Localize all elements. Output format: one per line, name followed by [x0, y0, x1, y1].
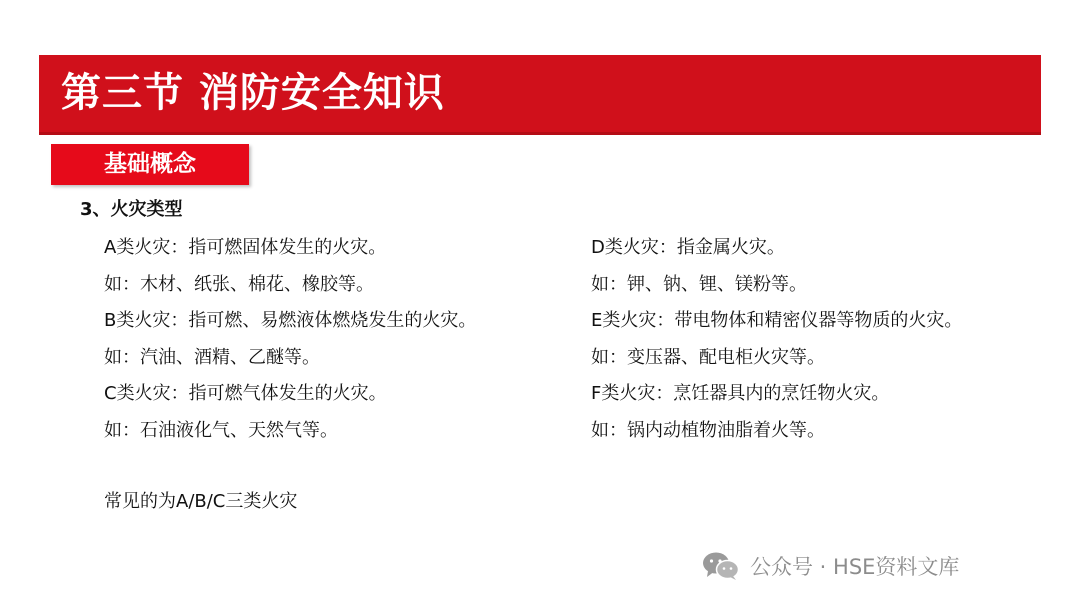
fire-class-a-definition: A类火灾：指可燃固体发生的火灾。 [104, 237, 387, 258]
fire-class-b-example: 如：汽油、酒精、乙醚等。 [104, 346, 320, 368]
fire-class-d-example: 如：钾、钠、锂、镁粉等。 [591, 273, 807, 295]
fire-class-c-example: 如：石油液化气、天然气等。 [104, 419, 338, 441]
watermark [702, 546, 959, 586]
section-heading: 3、火灾类型 [80, 199, 183, 220]
fire-class-c-definition: C类火灾：指可燃气体发生的火灾。 [104, 383, 387, 404]
page-title: 第三节 消防安全知识 [61, 70, 445, 116]
fire-class-d-definition: D类火灾：指金属火灾。 [591, 237, 785, 258]
fire-class-a-example: 如：木材、纸张、棉花、橡胶等。 [104, 273, 374, 295]
summary-note: 常见的为A/B/C三类火灾 [104, 491, 298, 512]
section-tab [51, 144, 249, 185]
fire-class-e-example: 如：变压器、配电柜火灾等。 [591, 346, 825, 368]
section-tab-label: 基础概念 [104, 151, 196, 177]
wechat-icon [702, 551, 740, 581]
fire-class-f-definition: F类火灾：烹饪器具内的烹饪物火灾。 [591, 383, 890, 404]
right-column [591, 230, 962, 449]
fire-class-b-definition: B类火灾：指可燃、易燃液体燃烧发生的火灾。 [104, 310, 477, 331]
title-bar [39, 55, 1041, 135]
fire-class-e-definition: E类火灾：带电物体和精密仪器等物质的火灾。 [591, 310, 963, 331]
left-column [104, 230, 476, 449]
fire-class-f-example: 如：锅内动植物油脂着火等。 [591, 419, 825, 441]
watermark-text: 公众号 · HSE资料文库 [750, 555, 960, 579]
